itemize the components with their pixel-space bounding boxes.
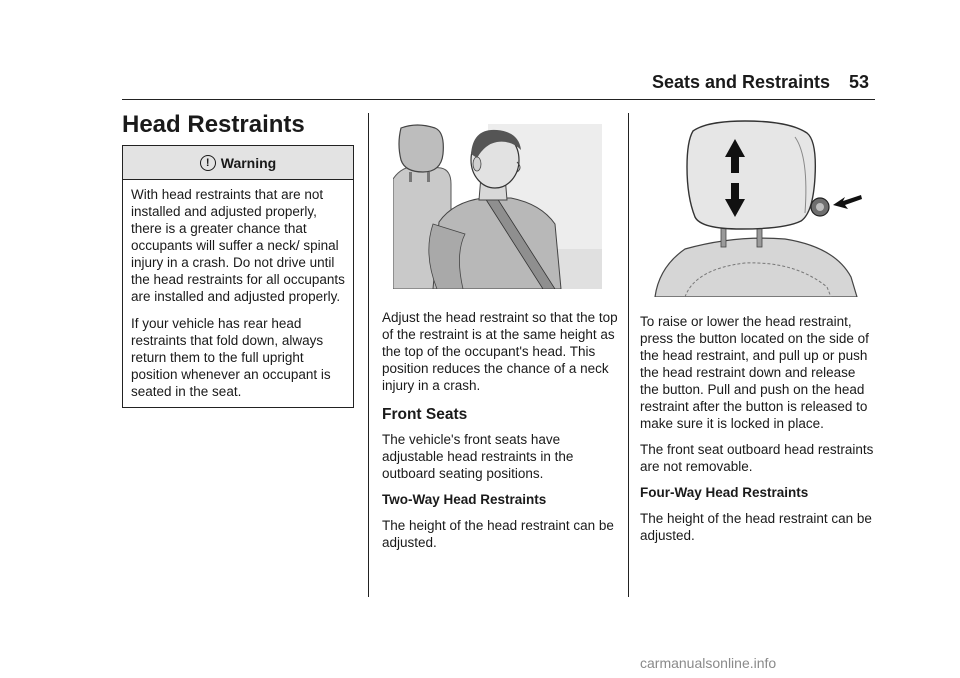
warning-label: Warning: [220, 154, 277, 171]
watermark: carmanualsonline.info: [640, 655, 777, 671]
body-paragraph: Adjust the head restraint so that the top of the restraint is at the same height as the top of the occupant's head. This position reduces the chance of a neck injury in a crash.: [382, 310, 618, 393]
body-paragraph: The height of the head restraint can be adjusted.: [382, 518, 614, 550]
column-divider-right: [628, 113, 629, 597]
head-restraint-adjust-button-illustration: [645, 117, 868, 297]
section-title: Head Restraints: [122, 111, 305, 138]
right-column: [640, 313, 876, 553]
body-paragraph: To raise or lower the head restraint, press the button located on the side of the head restraint, and pull up or push the head restraint down and release the button. Pull and push on the head restraint after the button is released to make sure it is locked in place.: [640, 314, 869, 431]
warning-header: [123, 146, 353, 180]
page-number: 53: [849, 72, 870, 92]
body-paragraph: The height of the head restraint can be adjusted.: [640, 511, 872, 543]
subsubheading-two-way: Two-Way Head Restraints: [382, 492, 547, 507]
column-divider-left: [368, 113, 369, 597]
body-paragraph: The vehicle's front seats have adjustable head restraints in the outboard seating positions.: [382, 432, 574, 481]
middle-column: [382, 309, 618, 560]
warning-body: [123, 180, 353, 400]
warning-box: [122, 145, 354, 408]
header-title: Seats and Restraints: [652, 72, 831, 92]
header-rule: [122, 99, 875, 100]
subsubheading-four-way: Four-Way Head Restraints: [640, 485, 809, 500]
body-paragraph: The front seat outboard head restraints are not removable.: [640, 442, 874, 474]
warning-paragraph: If your vehicle has rear head restraints that fold down, always return them to the full upright position whenever an occupant is seated in the seat.: [131, 316, 331, 399]
subheading-front-seats: Front Seats: [382, 406, 468, 423]
warning-paragraph: With head restraints that are not installed and adjusted properly, there is a greater chance that occupants will suffer a neck/ spinal injury in a crash. Do not drive until the head restraints for all occupants are installed and adjusted properly.: [131, 187, 345, 304]
circle-exclamation-icon: !: [200, 155, 216, 171]
page-header: [0, 72, 960, 102]
seated-man-head-restraint-illustration: [393, 124, 602, 289]
